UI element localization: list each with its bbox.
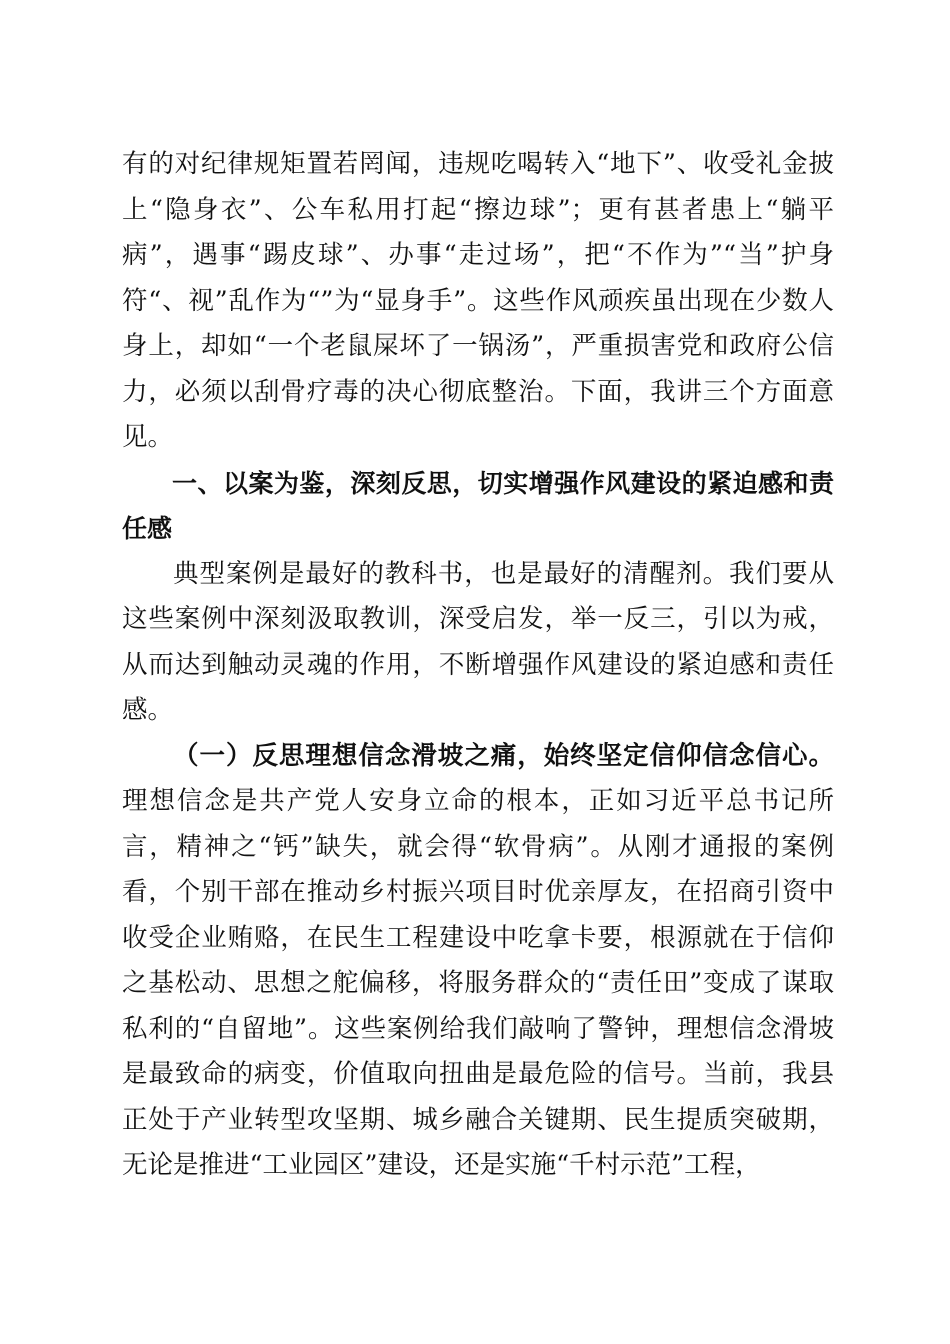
paragraph-subsection-1 <box>122 734 834 1189</box>
subsection-heading-1: （一）反思理想信念滑坡之痛，始终坚定信仰信念信心。 <box>173 740 834 771</box>
section-heading-1: 一、以案为鉴，深刻反思，切实增强作风建设的紧迫感和责任感 <box>122 468 834 543</box>
subsection-body-1: 理想信念是共产党人安身立命的根本，正如习近平总书记所言，精神之“钙”缺失，就会得“软骨病”。从刚才通报的案例看，个别干部在推动乡村振兴项目时优亲厚友，在招商引资中收受企业贿赂，在民生工程建设中吃拿卡要，根源就在于信仰之基松动、思想之舵偏移，将服务群众的“责任田”变成了谋取私利的“自留地”。这些案例给我们敲响了警钟，理想信念滑坡是最致命的病变，价值取向扭曲是最危险的信号。当前，我县正处于产业转型攻坚期、城乡融合关键期、民生提质突破期，无论是推进“工业园区”建设，还是实施“千村示范”工程， <box>122 786 834 1180</box>
paragraph-intro: 典型案例是最好的教科书，也是最好的清醒剂。我们要从这些案例中深刻汲取教训，深受启发，举一反三，引以为戒，从而达到触动灵魂的作用，不断增强作风建设的紧迫感和责任感。 <box>122 558 834 725</box>
paragraph-continuation: 有的对纪律规矩置若罔闻，违规吃喝转入“地下”、收受礼金披上“隐身衣”、公车私用打起“擦边球”；更有甚者患上“躺平病”，遇事“踢皮球”、办事“走过场”，把“不作为”“当”护身符“、视”乱作为“”为“显身手”。这些作风顽疾虽出现在少数人身上，却如“一个老鼠屎坏了一锅汤”，严重损害党和政府公信力，必须以刮骨疗毒的决心彻底整治。下面，我讲三个方面意见。 <box>122 149 834 452</box>
document-body <box>122 142 834 1189</box>
